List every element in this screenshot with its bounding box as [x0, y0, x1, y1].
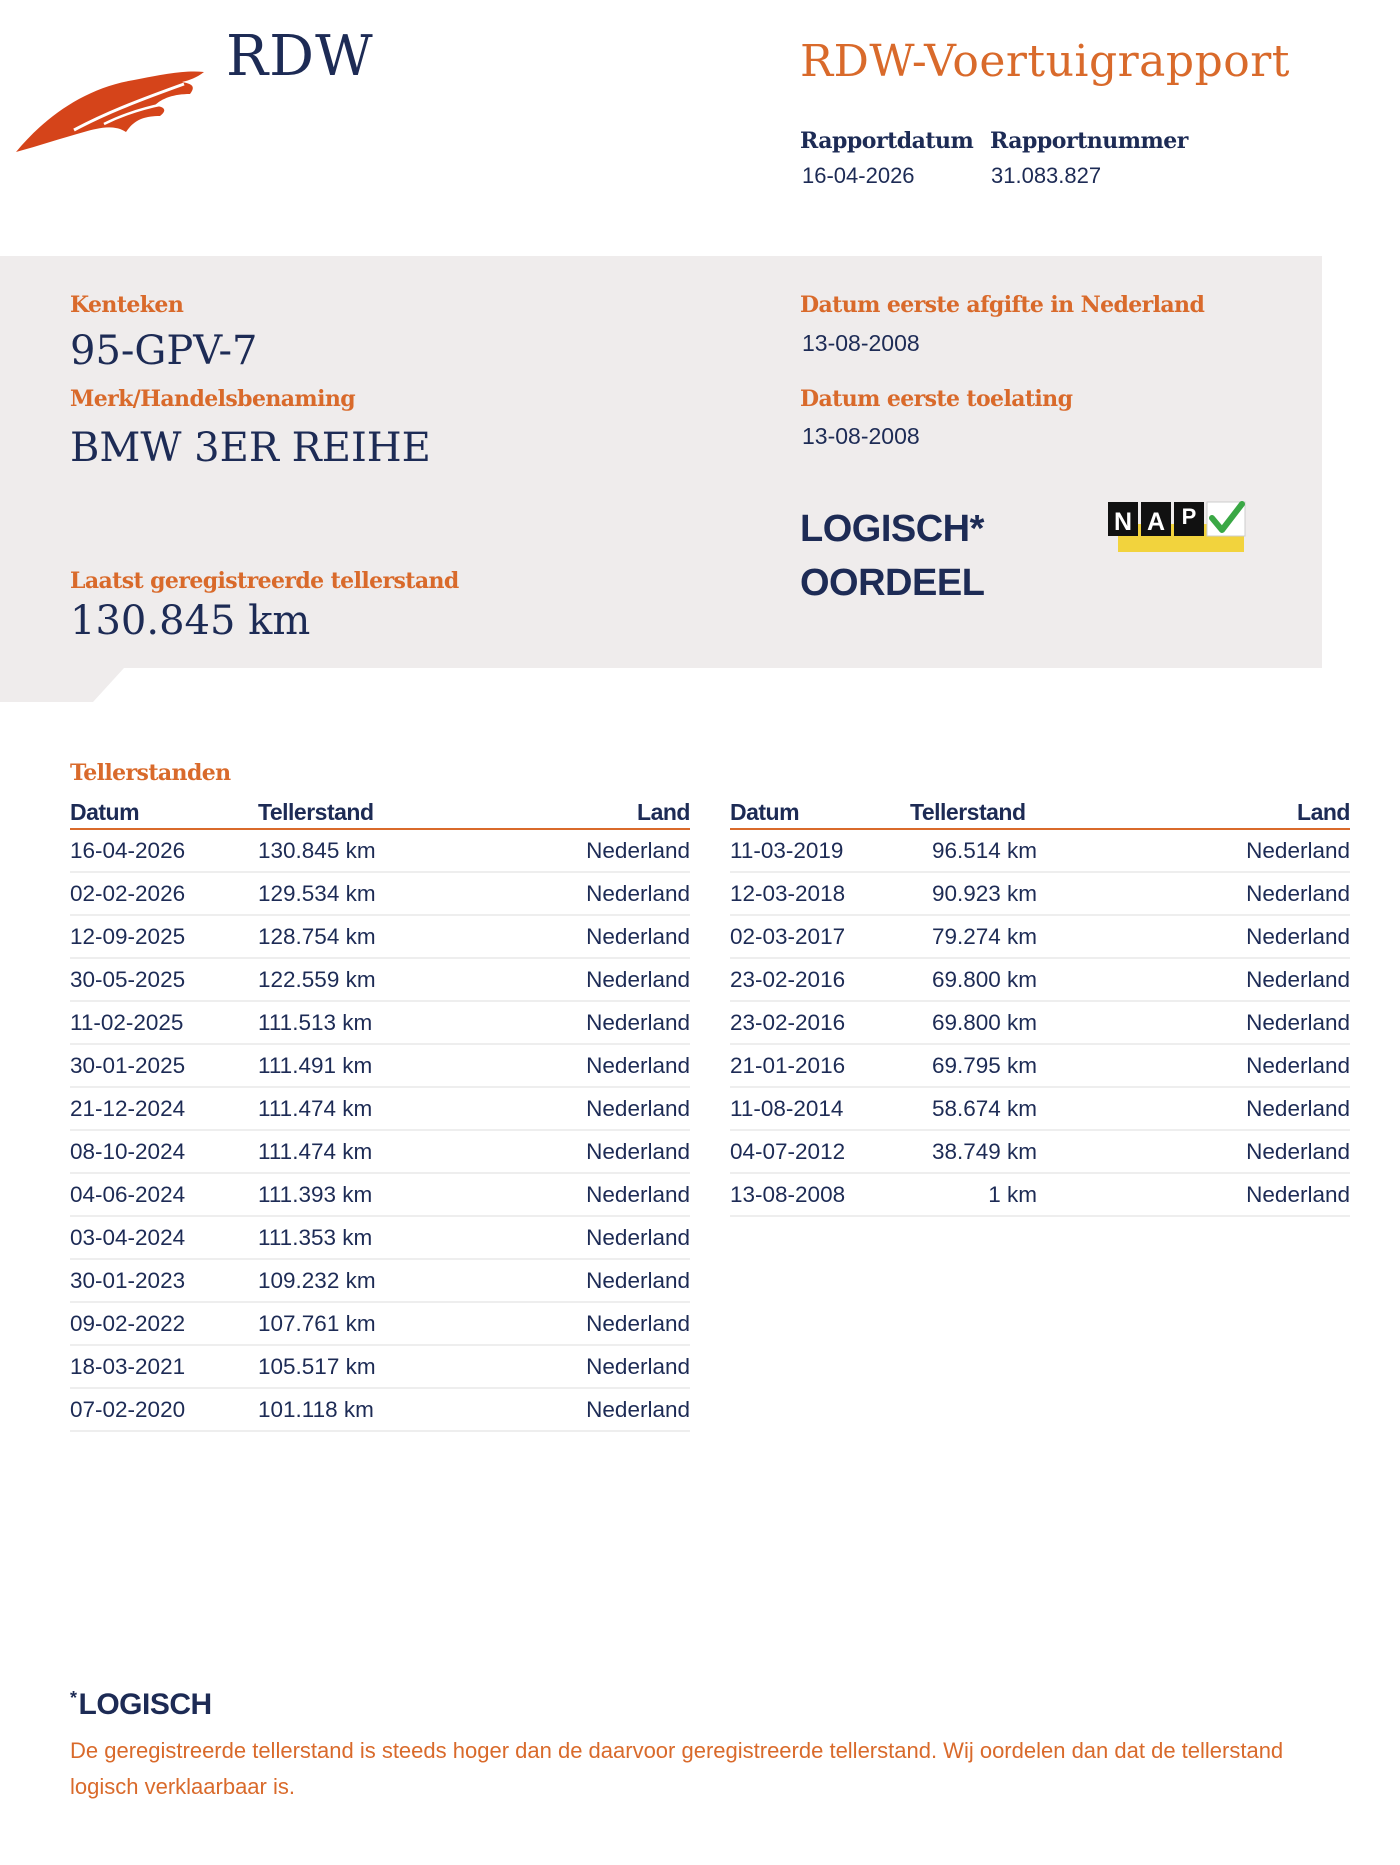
column-header-land: Land: [637, 799, 690, 825]
row-date: 03-04-2024: [70, 1224, 186, 1250]
row-tellerstand: 130.845 km: [258, 837, 376, 863]
table-row: [70, 1217, 690, 1260]
table-row: [70, 1174, 690, 1217]
rapportnummer-label: Rapportnummer: [990, 128, 1188, 154]
row-tellerstand: 111.393 km: [258, 1181, 373, 1207]
row-date: 30-01-2023: [70, 1267, 186, 1293]
nap-letter: P: [1181, 504, 1197, 529]
row-date: 30-01-2025: [70, 1052, 186, 1078]
table-row: [70, 873, 690, 916]
row-date: 12-09-2025: [70, 923, 186, 949]
row-tellerstand: 90.923 km: [931, 880, 1037, 906]
column-header-datum: Datum: [730, 799, 800, 825]
row-tellerstand: 69.800 km: [931, 1009, 1037, 1035]
row-land: Nederland: [586, 1396, 690, 1422]
column-header-tellerstand: Tellerstand: [258, 799, 374, 825]
row-date: 13-08-2008: [730, 1181, 846, 1207]
row-tellerstand: 38.749 km: [931, 1138, 1037, 1164]
rdw-logo-icon: [14, 58, 204, 158]
tellerstanden-title: Tellerstanden: [70, 760, 231, 786]
row-tellerstand: 111.513 km: [258, 1009, 373, 1035]
table-row: [730, 916, 1350, 959]
row-tellerstand: 107.761 km: [258, 1310, 376, 1336]
row-date: 07-02-2020: [70, 1396, 186, 1422]
row-land: Nederland: [1246, 1095, 1350, 1121]
table-header: [70, 796, 690, 830]
row-tellerstand: 111.474 km: [258, 1095, 373, 1121]
table-row: [70, 1346, 690, 1389]
rapportdatum-value: 16-04-2026: [802, 163, 915, 188]
footnote-title: [70, 1688, 212, 1722]
tellerstanden-table-right: [730, 796, 1350, 1217]
table-header: [730, 796, 1350, 830]
row-land: Nederland: [586, 1095, 690, 1121]
row-date: 23-02-2016: [730, 966, 846, 992]
row-tellerstand: 96.514 km: [931, 837, 1037, 863]
row-land: Nederland: [586, 1138, 690, 1164]
table-row: [70, 916, 690, 959]
brand-name: RDW: [226, 24, 374, 89]
table-row: [730, 1088, 1350, 1131]
tellerstanden-table-left: [70, 796, 690, 1432]
afgifte-label: Datum eerste afgifte in Nederland: [800, 292, 1205, 318]
row-date: 02-02-2026: [70, 880, 186, 906]
verdict-line-2: OORDEEL: [800, 562, 985, 604]
nap-letter: A: [1146, 508, 1166, 536]
row-tellerstand: 58.674 km: [931, 1095, 1037, 1121]
column-header-tellerstand: Tellerstand: [910, 799, 1026, 825]
row-land: Nederland: [586, 1310, 690, 1336]
row-land: Nederland: [1246, 1181, 1350, 1207]
row-tellerstand: 128.754 km: [258, 923, 376, 949]
table-row: [730, 1045, 1350, 1088]
table-row: [730, 873, 1350, 916]
row-land: Nederland: [586, 1052, 690, 1078]
row-tellerstand: 111.353 km: [258, 1224, 373, 1250]
row-date: 21-01-2016: [730, 1052, 846, 1078]
row-date: 16-04-2026: [70, 837, 186, 863]
table-row: [730, 1002, 1350, 1045]
table-body: [70, 830, 690, 1432]
toelating-value: 13-08-2008: [802, 423, 920, 449]
row-land: Nederland: [1246, 1138, 1350, 1164]
row-land: Nederland: [586, 923, 690, 949]
row-land: Nederland: [586, 1009, 690, 1035]
row-date: 02-03-2017: [730, 923, 846, 949]
table-row: [70, 1045, 690, 1088]
row-land: Nederland: [586, 837, 690, 863]
row-land: Nederland: [586, 966, 690, 992]
row-date: 04-07-2012: [730, 1138, 846, 1164]
panel-tab-decoration: [0, 668, 124, 702]
row-date: 12-03-2018: [730, 880, 846, 906]
row-date: 23-02-2016: [730, 1009, 846, 1035]
row-land: Nederland: [1246, 1009, 1350, 1035]
row-date: 18-03-2021: [70, 1353, 186, 1379]
row-tellerstand: 122.559 km: [258, 966, 376, 992]
footnote-star: *: [70, 1688, 77, 1708]
row-date: 09-02-2022: [70, 1310, 186, 1336]
row-land: Nederland: [1246, 837, 1350, 863]
kenteken-value: 95-GPV-7: [70, 328, 258, 374]
table-row: [730, 1174, 1350, 1217]
row-tellerstand: 101.118 km: [258, 1396, 374, 1422]
row-tellerstand: 1 km: [988, 1181, 1037, 1207]
row-tellerstand: 129.534 km: [258, 880, 376, 906]
row-land: Nederland: [586, 1267, 690, 1293]
rapportnummer-value: 31.083.827: [991, 163, 1102, 188]
column-header-land: Land: [1297, 799, 1350, 825]
table-row: [70, 1002, 690, 1045]
table-row: [730, 830, 1350, 873]
row-tellerstand: 69.800 km: [931, 966, 1037, 992]
toelating-label: Datum eerste toelating: [800, 386, 1073, 412]
table-row: [730, 1131, 1350, 1174]
row-land: Nederland: [1246, 966, 1350, 992]
row-date: 11-08-2014: [730, 1095, 844, 1121]
row-land: Nederland: [1246, 880, 1350, 906]
row-land: Nederland: [586, 1181, 690, 1207]
row-date: 11-03-2019: [730, 837, 844, 863]
table-row: [70, 1303, 690, 1346]
afgifte-value: 13-08-2008: [802, 330, 920, 356]
table-row: [70, 1389, 690, 1432]
merk-label: Merk/Handelsbenaming: [70, 386, 356, 412]
rapportdatum-label: Rapportdatum: [800, 128, 974, 154]
row-tellerstand: 69.795 km: [931, 1052, 1037, 1078]
row-date: 04-06-2024: [70, 1181, 186, 1207]
row-tellerstand: 105.517 km: [258, 1353, 376, 1379]
merk-value: BMW 3ER REIHE: [70, 425, 431, 471]
table-row: [70, 959, 690, 1002]
footnote-text: De geregistreerde tellerstand is steeds hoger dan de daarvoor geregistreerde tellerstand. Wij oordelen dan dat de tellerstand logisch verklaarbaar is.: [70, 1738, 1284, 1799]
report-title: RDW-Voertuigrapport: [800, 36, 1290, 87]
tellerstand-label: Laatst geregistreerde tellerstand: [70, 568, 459, 594]
row-land: Nederland: [586, 880, 690, 906]
tellerstand-value: 130.845 km: [70, 598, 311, 644]
row-tellerstand: 79.274 km: [931, 923, 1037, 949]
table-row: [70, 830, 690, 873]
table-body: [730, 830, 1350, 1217]
verdict-line-1: LOGISCH*: [800, 508, 984, 550]
table-row: [70, 1260, 690, 1303]
table-row: [70, 1131, 690, 1174]
table-row: [730, 959, 1350, 1002]
row-land: Nederland: [1246, 1052, 1350, 1078]
nap-logo-icon: [1108, 500, 1248, 556]
footnote-title-text: LOGISCH: [78, 1688, 212, 1721]
kenteken-label: Kenteken: [70, 292, 184, 318]
row-date: 08-10-2024: [70, 1138, 186, 1164]
row-date: 30-05-2025: [70, 966, 186, 992]
row-tellerstand: 111.491 km: [258, 1052, 373, 1078]
nap-letter: N: [1113, 508, 1133, 536]
row-date: 11-02-2025: [70, 1009, 184, 1035]
row-land: Nederland: [1246, 923, 1350, 949]
row-land: Nederland: [586, 1224, 690, 1250]
row-date: 21-12-2024: [70, 1095, 186, 1121]
column-header-datum: Datum: [70, 799, 140, 825]
row-tellerstand: 109.232 km: [258, 1267, 376, 1293]
row-tellerstand: 111.474 km: [258, 1138, 373, 1164]
table-row: [70, 1088, 690, 1131]
row-land: Nederland: [586, 1353, 690, 1379]
